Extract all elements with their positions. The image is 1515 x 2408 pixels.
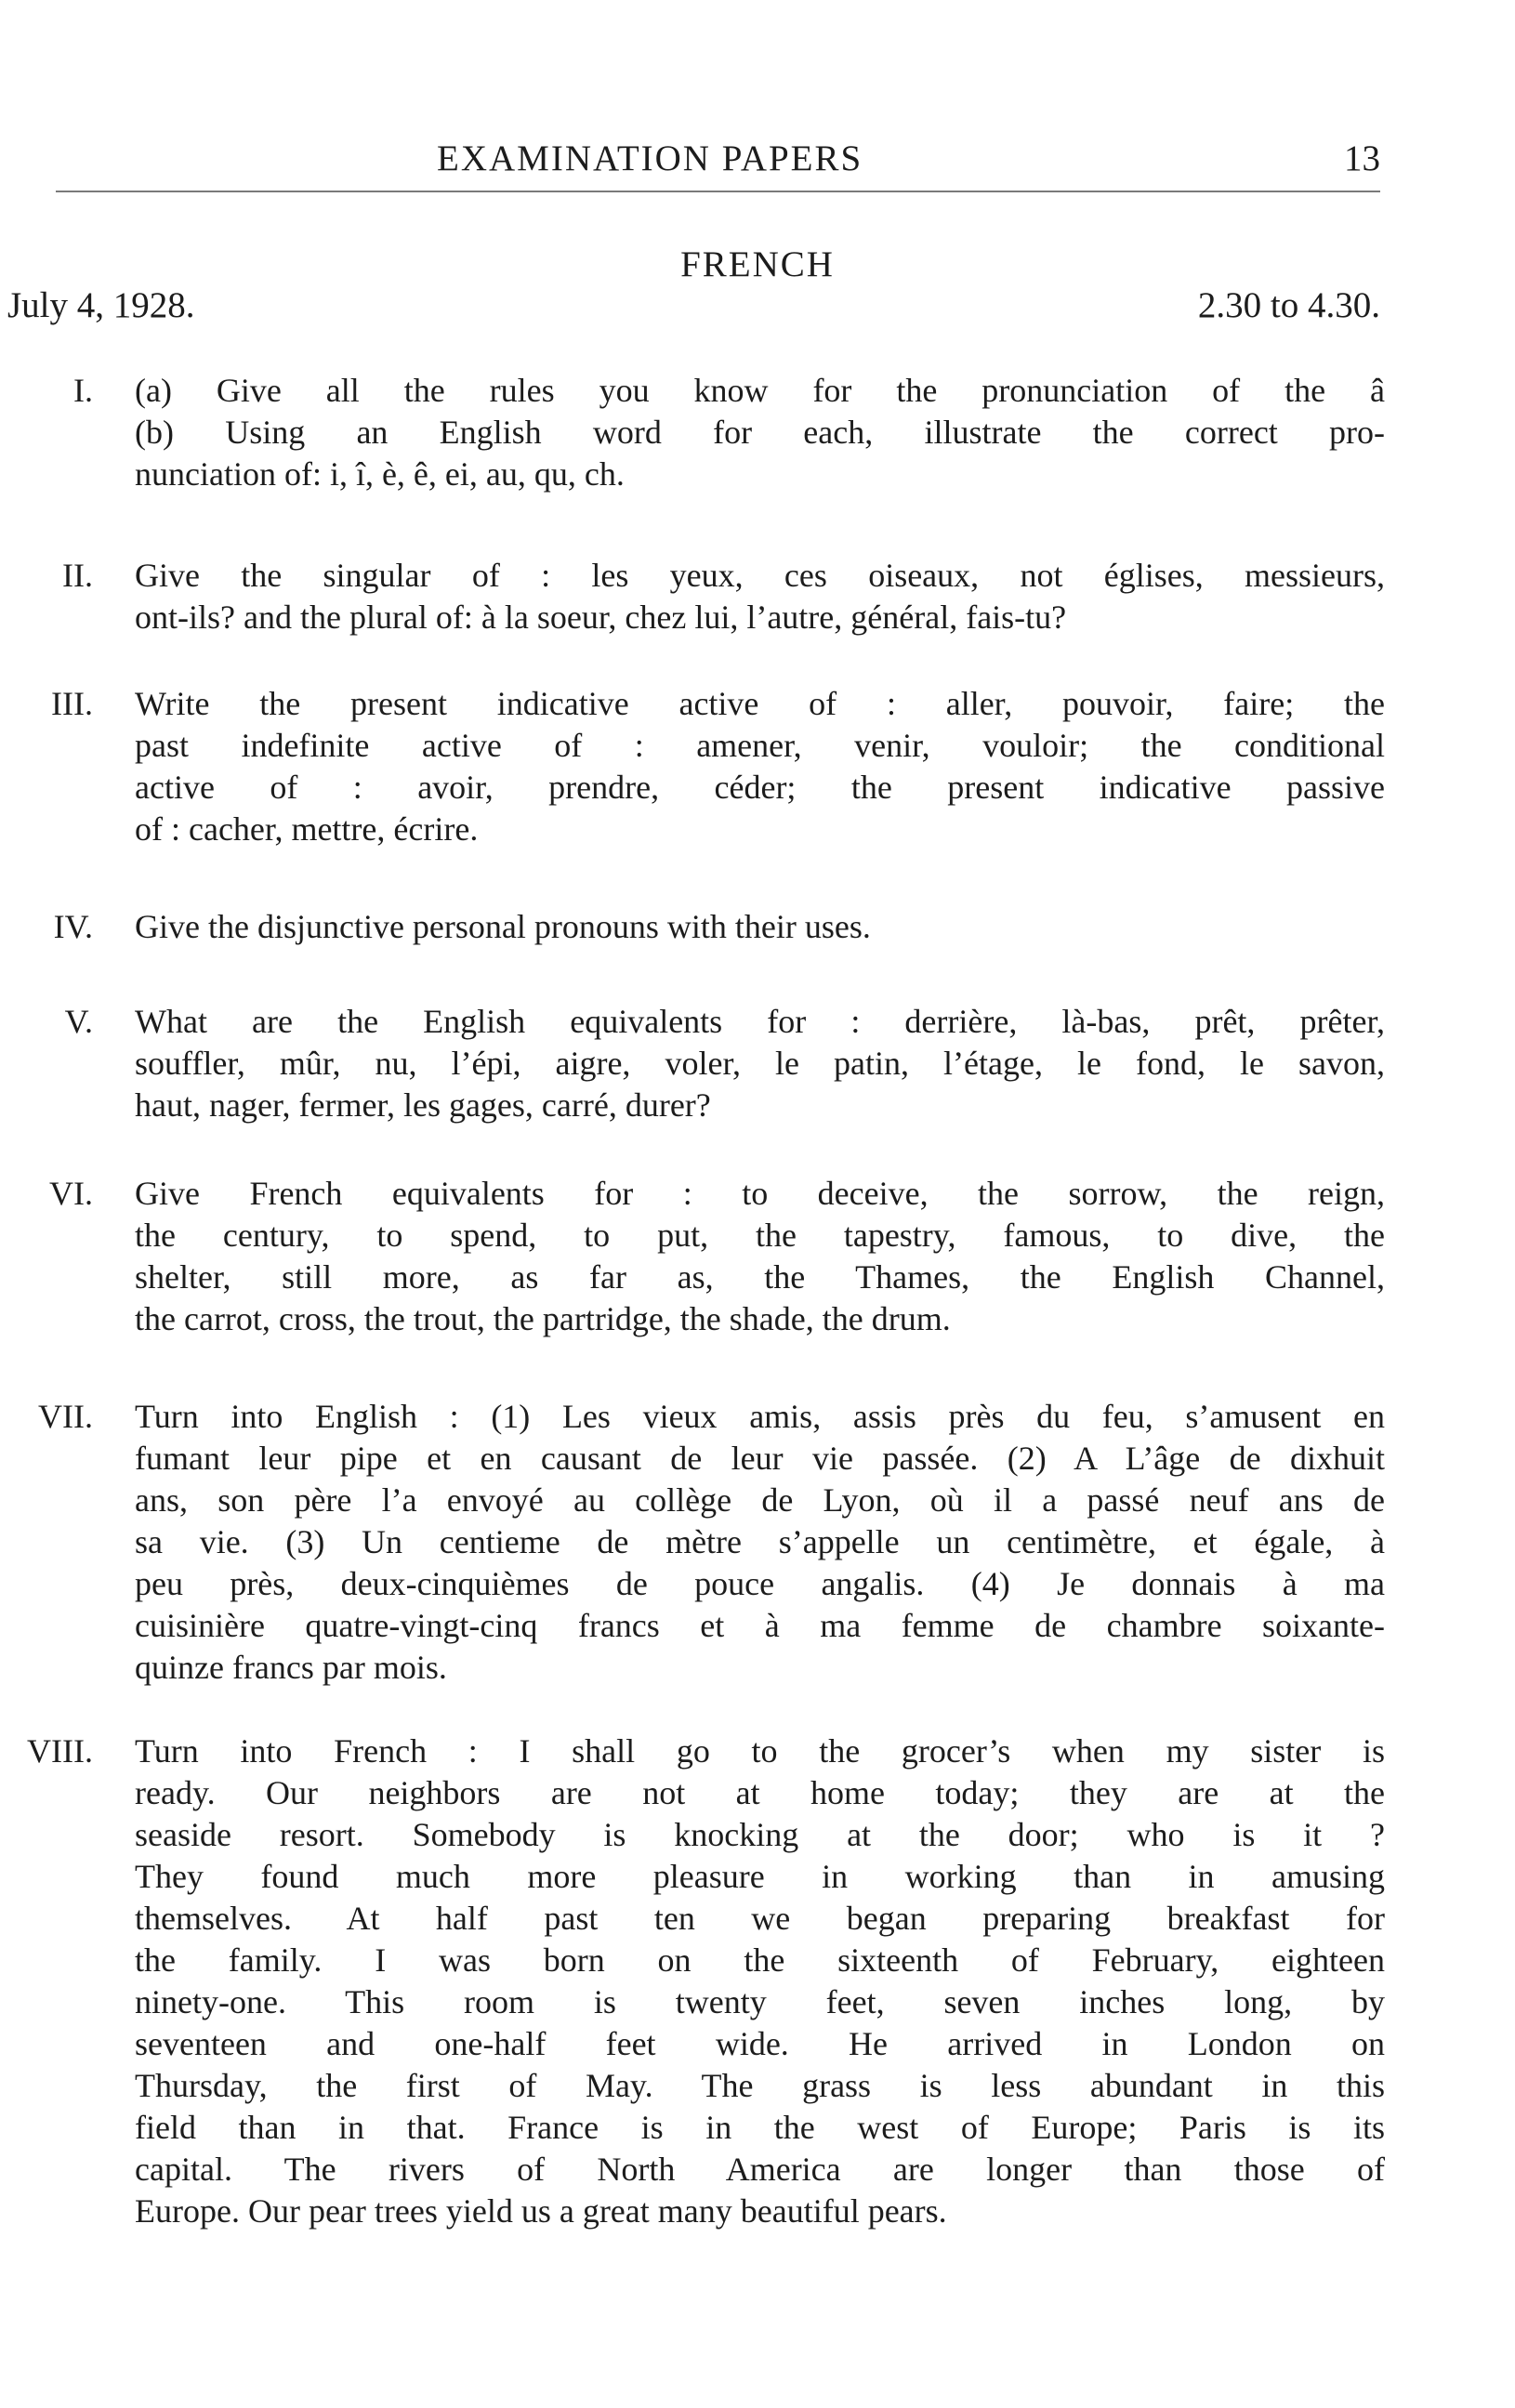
question-text bbox=[135, 1730, 1385, 2232]
question-line: seventeen and one-half feet wide. He arrived in London on bbox=[135, 2025, 1385, 2062]
question-line: Give the disjunctive personal pronouns with their uses. bbox=[135, 908, 871, 945]
question-line: peu près, deux-cinquièmes de pouce angalis. (4) Je donnais à ma bbox=[135, 1565, 1385, 1602]
question-number: I. bbox=[73, 372, 93, 409]
question-number: II. bbox=[62, 557, 93, 594]
question-line: seaside resort. Somebody is knocking at the door; who is it ? bbox=[135, 1816, 1385, 1853]
question-line: themselves. At half past ten we began preparing breakfast for bbox=[135, 1900, 1385, 1937]
question-text bbox=[135, 1173, 1385, 1340]
question-number: VII. bbox=[38, 1398, 93, 1435]
question-line: Turn into English : (1) Les vieux amis, assis près du feu, s’amusent en bbox=[135, 1398, 1385, 1435]
question-line: (b) Using an English word for each, illustrate the correct pro- bbox=[135, 414, 1385, 451]
question-line: active of : avoir, prendre, céder; the present indicative passive bbox=[135, 769, 1385, 806]
question-line: ninety-one. This room is twenty feet, seven inches long, by bbox=[135, 1983, 1385, 2020]
running-title: EXAMINATION PAPERS bbox=[437, 138, 863, 178]
running-head bbox=[130, 138, 1380, 184]
question-line: Write the present indicative active of : aller, pouvoir, faire; the bbox=[135, 685, 1385, 722]
exam-time: 2.30 to 4.30. bbox=[1197, 285, 1380, 325]
question-line: the family. I was born on the sixteenth of February, eighteen bbox=[135, 1941, 1385, 1979]
question-number: IV. bbox=[53, 908, 93, 945]
question-line: Give the singular of : les yeux, ces oiseaux, not églises, messieurs, bbox=[135, 557, 1385, 594]
question-line: Turn into French : I shall go to the grocer’s when my sister is bbox=[135, 1732, 1385, 1770]
question-line: Thursday, the first of May. The grass is less abundant in this bbox=[135, 2067, 1385, 2104]
question-line: souffler, mûr, nu, l’épi, aigre, voler, le patin, l’étage, le fond, le savon, bbox=[135, 1045, 1385, 1082]
question-line: ready. Our neighbors are not at home today; they are at the bbox=[135, 1774, 1385, 1811]
question-line: quinze francs par mois. bbox=[135, 1649, 447, 1686]
subject-title: FRENCH bbox=[680, 244, 835, 284]
question-line: capital. The rivers of North America are longer than those of bbox=[135, 2151, 1385, 2188]
question-line: field than in that. France is in the west of Europe; Paris is its bbox=[135, 2109, 1385, 2146]
header-rule bbox=[56, 191, 1380, 192]
question-text bbox=[135, 370, 1385, 495]
question-number: III. bbox=[51, 685, 93, 722]
question-text bbox=[135, 906, 1385, 948]
question-line: ont-ils? and the plural of: à la soeur, chez lui, l’autre, général, fais-tu? bbox=[135, 599, 1067, 636]
question-number: VIII. bbox=[27, 1732, 93, 1770]
question-text bbox=[135, 683, 1385, 850]
page-number: 13 bbox=[1344, 138, 1380, 178]
question-line: Give French equivalents for : to deceive, the sorrow, the reign, bbox=[135, 1175, 1385, 1212]
question-number: V. bbox=[64, 1003, 93, 1040]
question-line: of : cacher, mettre, écrire. bbox=[135, 810, 479, 848]
question-line: the carrot, cross, the trout, the partridge, the shade, the drum. bbox=[135, 1300, 951, 1337]
question-line: cuisinière quatre-vingt-cinq francs et à ma femme de chambre soixante- bbox=[135, 1607, 1385, 1644]
question-line: (a) Give all the rules you know for the pronunciation of the â bbox=[135, 372, 1385, 409]
question-line: the century, to spend, to put, the tapestry, famous, to dive, the bbox=[135, 1217, 1385, 1254]
question-line: past indefinite active of : amener, venir, vouloir; the conditional bbox=[135, 727, 1385, 764]
exam-date: July 4, 1928. bbox=[7, 285, 195, 325]
question-line: haut, nager, fermer, les gages, carré, durer? bbox=[135, 1086, 711, 1124]
question-line: Europe. Our pear trees yield us a great many beautiful pears. bbox=[135, 2192, 947, 2230]
question-line: fumant leur pipe et en causant de leur vie passée. (2) A L’âge de dixhuit bbox=[135, 1440, 1385, 1477]
question-line: nunciation of: i, î, è, ê, ei, au, qu, ch. bbox=[135, 455, 625, 493]
question-line: They found much more pleasure in working than in amusing bbox=[135, 1858, 1385, 1895]
question-line: shelter, still more, as far as, the Thames, the English Channel, bbox=[135, 1258, 1385, 1296]
question-line: sa vie. (3) Un centieme de mètre s’appelle un centimètre, et égale, à bbox=[135, 1523, 1385, 1560]
question-number: VI. bbox=[49, 1175, 93, 1212]
question-line: ans, son père l’a envoyé au collège de Lyon, où il a passé neuf ans de bbox=[135, 1481, 1385, 1519]
question-text bbox=[135, 1396, 1385, 1689]
question-text bbox=[135, 1001, 1385, 1126]
question-text bbox=[135, 555, 1385, 638]
question-line: What are the English equivalents for : derrière, là-bas, prêt, prêter, bbox=[135, 1003, 1385, 1040]
